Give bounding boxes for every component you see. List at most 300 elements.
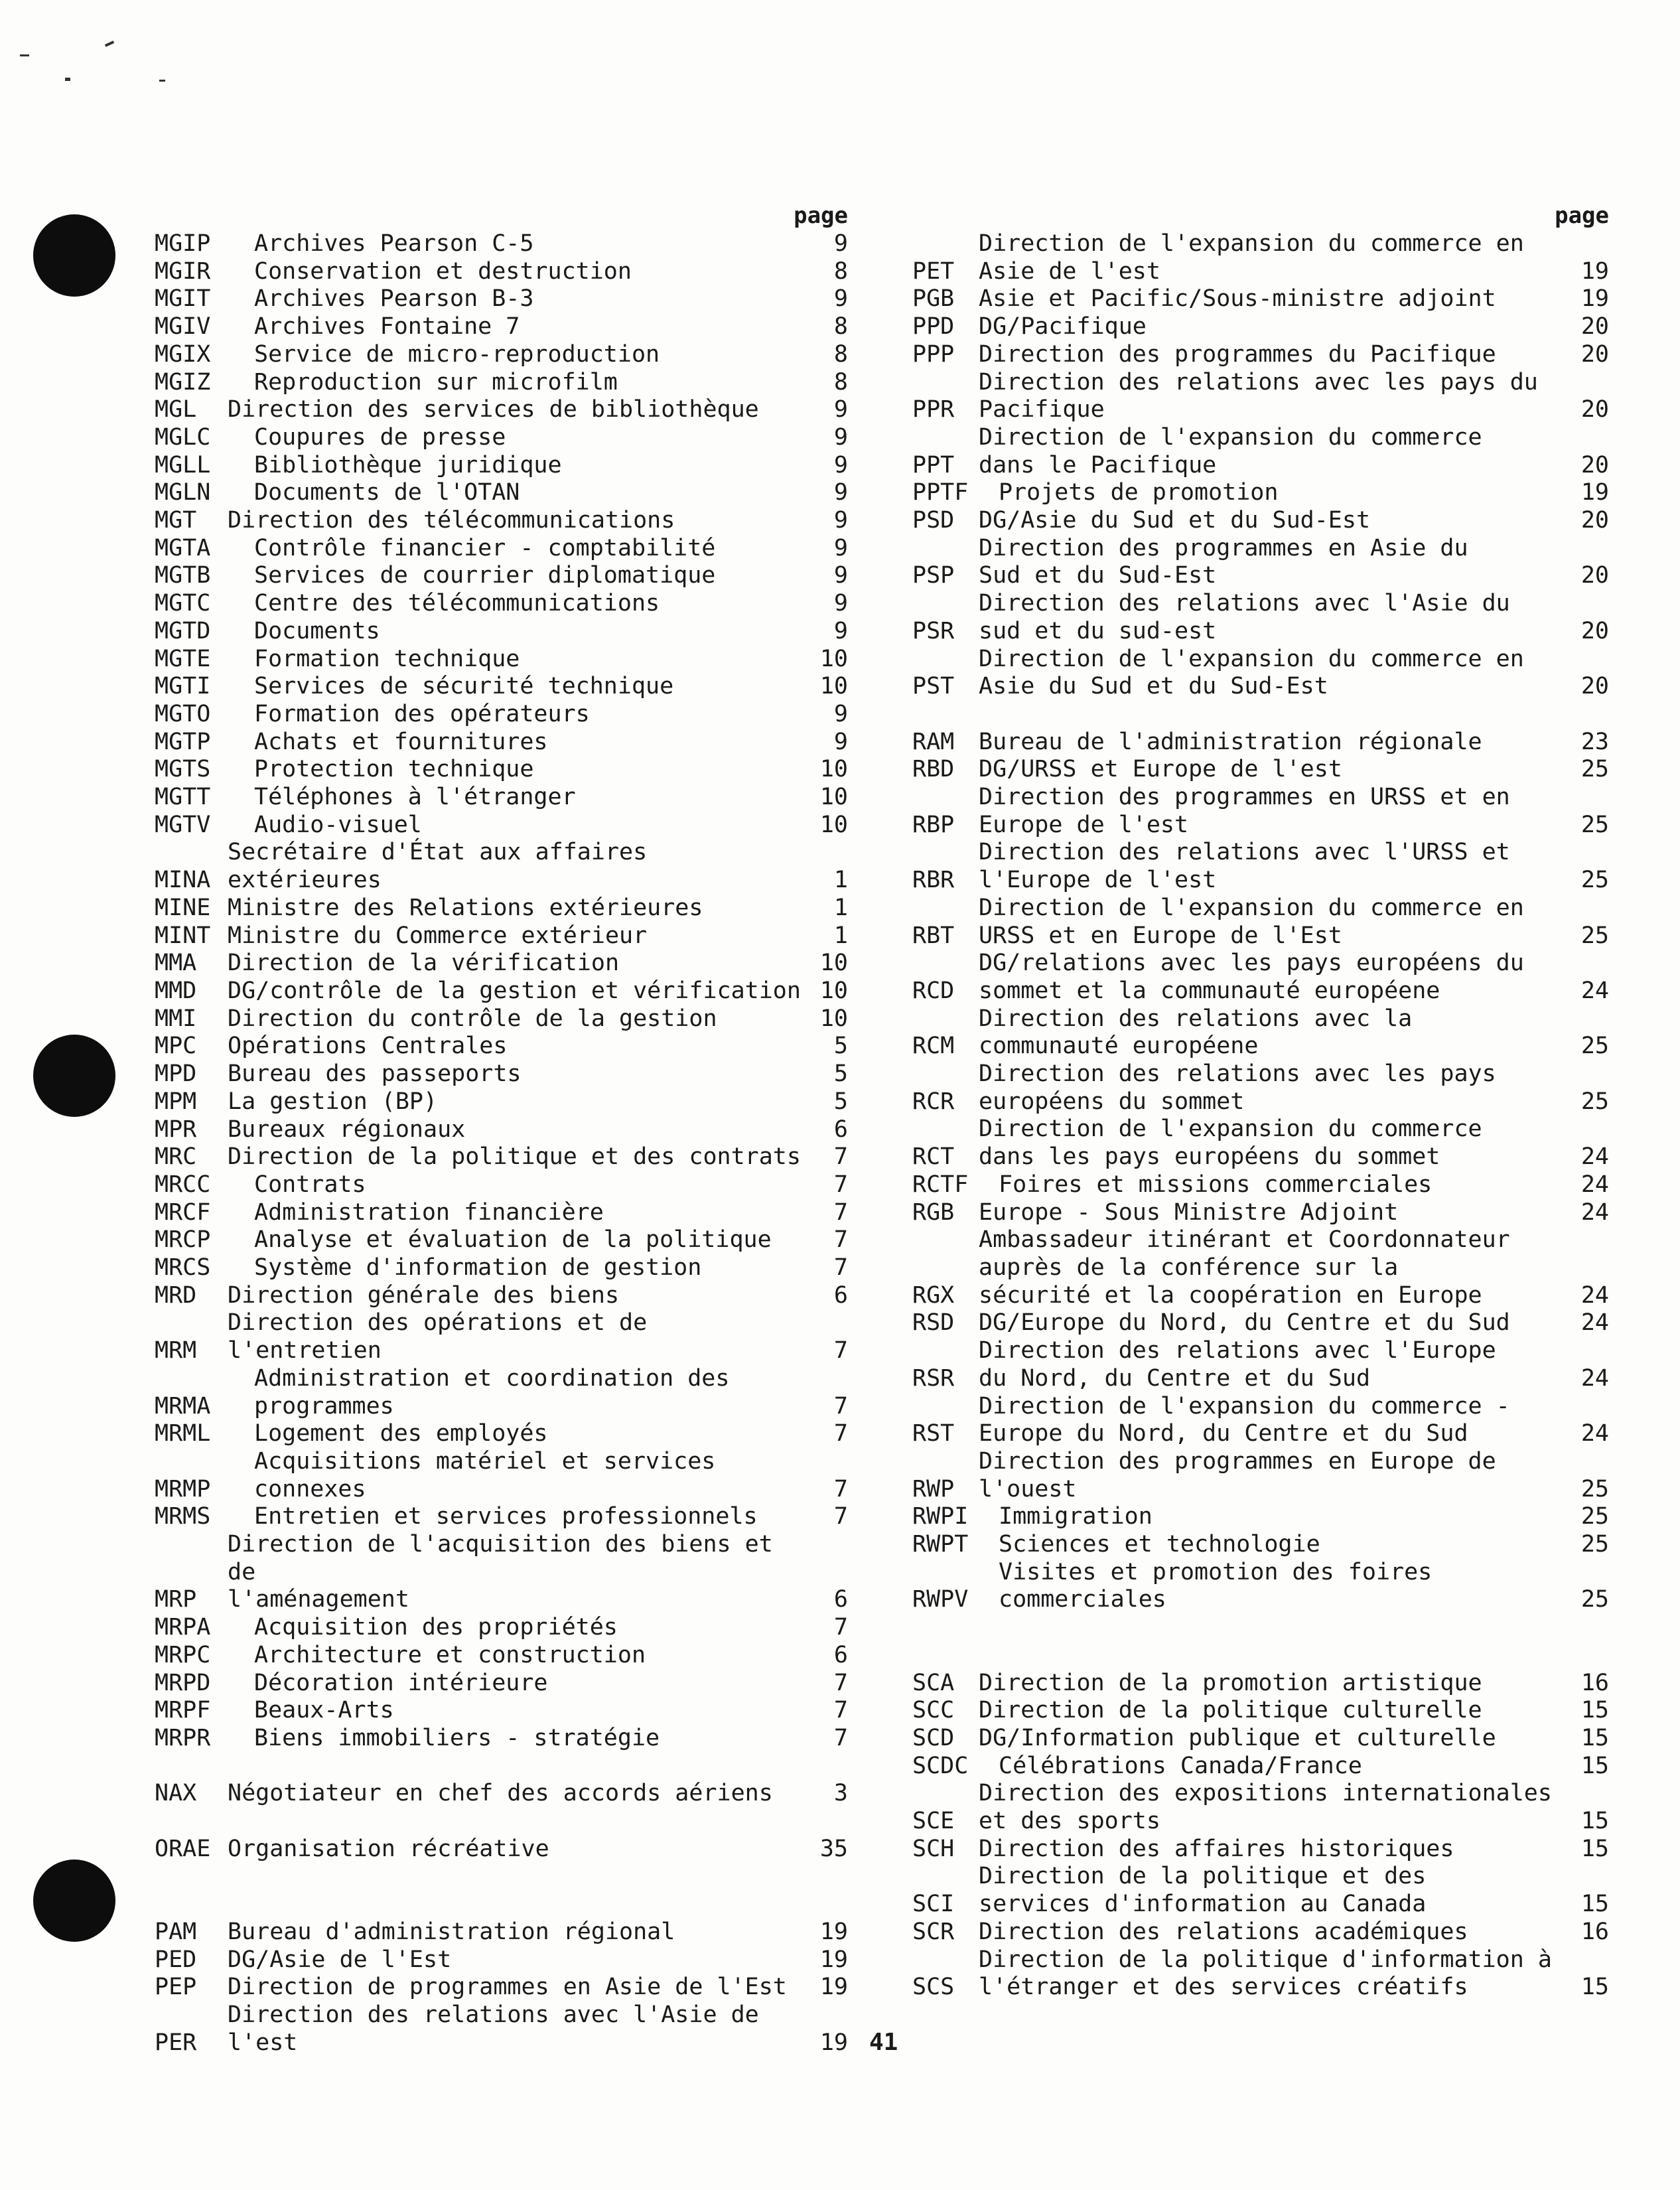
entry-description: Direction de la politique d'information à l'étranger et des services créatifs [979, 1946, 1552, 2001]
scan-speck [20, 54, 29, 56]
entry-code: MGLL [155, 451, 211, 478]
entry-description: Ministre des Relations extérieures [228, 894, 703, 921]
index-entry [155, 1199, 848, 1227]
entry-code: MINT [155, 922, 211, 949]
entry-code: NAX [155, 1780, 197, 1807]
entry-code: RST [912, 1420, 955, 1447]
index-entry [155, 479, 848, 507]
entry-description: Direction des programmes du Pacifique [979, 340, 1496, 368]
entry-code: MGIP [155, 230, 211, 257]
entry-description: Direction de programmes en Asie de l'Est [228, 1974, 787, 2001]
entry-page-number: 8 [833, 340, 848, 368]
index-entry [155, 369, 848, 397]
entry-description: DG/Asie de l'Est [228, 1946, 452, 1973]
entry-code: RWPT [912, 1531, 969, 1558]
entry-description: Direction de la promotion artistique [979, 1669, 1482, 1696]
entry-page-number: 1 [833, 894, 848, 921]
index-entry [912, 1393, 1609, 1448]
index-entry [155, 922, 848, 950]
punch-hole-bottom [33, 1860, 115, 1942]
entry-code: MRCP [155, 1226, 211, 1254]
section-gap [155, 1753, 848, 1781]
entry-page-number: 19 [1580, 257, 1609, 285]
index-entry [912, 424, 1609, 479]
entry-page-number: 9 [833, 590, 848, 617]
entry-code: SCD [912, 1724, 955, 1751]
entry-code: MGTB [155, 562, 211, 589]
entry-code: PER [155, 2029, 197, 2056]
index-entry [155, 646, 848, 674]
entry-code: MRM [155, 1337, 197, 1364]
entry-code: MMD [155, 977, 197, 1004]
entry-code: MRD [155, 1281, 197, 1309]
entry-description: Services de sécurité technique [254, 673, 674, 700]
index-entry [912, 479, 1609, 507]
entry-code: MRPF [155, 1697, 211, 1724]
entry-code: MGL [155, 396, 197, 423]
entry-code: SCE [912, 1808, 955, 1835]
entry-code: RBD [912, 756, 955, 783]
entry-description: Direction des relations avec les pays européens du sommet [979, 1060, 1496, 1115]
entry-description: Contrôle financier - comptabilité [254, 534, 716, 561]
index-entry [912, 1919, 1609, 1946]
entry-description: Direction de l'acquisition des biens et de l'aménagement [228, 1531, 773, 1613]
entry-description: Direction des télécommunications [228, 507, 675, 534]
entry-page-number: 20 [1580, 340, 1609, 368]
index-entry [155, 950, 848, 978]
index-entry [912, 756, 1609, 784]
entry-code: MGTE [155, 645, 211, 672]
entry-code: PEP [155, 1974, 197, 2001]
punch-hole-top [33, 214, 115, 297]
section-gap [912, 1642, 1609, 1670]
entry-page-number: 20 [1580, 673, 1609, 700]
entry-description: Contrats [254, 1171, 366, 1198]
index-entry [155, 1365, 848, 1420]
entry-description: Secrétaire d'État aux affaires extérieures [228, 839, 648, 894]
entry-code: MGLN [155, 479, 211, 506]
index-entry [912, 341, 1609, 369]
index-entry [912, 590, 1609, 645]
entry-page-number: 20 [1580, 313, 1609, 340]
index-entry [155, 230, 848, 258]
index-entry [155, 1642, 848, 1670]
section-gap [155, 1863, 848, 1891]
entry-code: SCDC [912, 1752, 969, 1779]
entry-page-number: 7 [833, 1503, 848, 1530]
entry-description: Bibliothèque juridique [254, 451, 562, 478]
entry-page-number: 20 [1580, 507, 1609, 534]
index-entry [912, 1060, 1609, 1116]
scan-speck [105, 40, 114, 47]
entry-code: RGB [912, 1199, 955, 1226]
entry-page-number: 7 [833, 1143, 848, 1171]
index-entry [155, 1974, 848, 2002]
entry-description: Entretien et services professionnels [254, 1503, 758, 1530]
entry-page-number: 24 [1580, 977, 1609, 1004]
entry-description: Direction de la politique et des contrats [228, 1143, 801, 1171]
index-entry [155, 1836, 848, 1863]
index-entry [155, 1919, 848, 1946]
entry-page-number: 19 [819, 1946, 848, 1973]
entry-page-number: 15 [1580, 1697, 1609, 1724]
index-entry [912, 1503, 1609, 1531]
entry-code: MRC [155, 1143, 197, 1171]
index-entry [912, 839, 1609, 894]
entry-code: PAM [155, 1918, 197, 1945]
entry-code: MGIR [155, 257, 211, 285]
entry-code: MGTP [155, 728, 211, 755]
entry-page-number: 15 [1580, 1808, 1609, 1835]
entry-description: Documents de l'OTAN [254, 479, 520, 506]
entry-code: MPM [155, 1088, 197, 1115]
entry-code: RWPV [912, 1586, 969, 1613]
index-entry [155, 839, 848, 894]
entry-code: SCA [912, 1669, 955, 1696]
entry-code: PPT [912, 451, 955, 478]
index-entry [155, 1060, 848, 1088]
entry-code: MGTT [155, 784, 211, 811]
entry-page-number: 25 [1580, 1033, 1609, 1060]
entry-page-number: 8 [833, 313, 848, 340]
entry-description: Direction des programmes en URSS et en Europe de l'est [979, 784, 1510, 838]
entry-page-number: 25 [1580, 1531, 1609, 1558]
section-gap [155, 1891, 848, 1919]
index-entry [912, 729, 1609, 757]
index-entry [912, 1171, 1609, 1199]
index-entry [912, 1309, 1609, 1337]
entry-page-number: 15 [1580, 1891, 1609, 1918]
entry-description: Audio-visuel [254, 811, 422, 838]
entry-description: Coupures de presse [254, 423, 506, 451]
index-entry [155, 1725, 848, 1753]
entry-page-number: 25 [1580, 756, 1609, 783]
entry-page-number: 9 [833, 534, 848, 561]
index-entry [155, 452, 848, 480]
entry-code: MPC [155, 1033, 197, 1060]
index-entry [155, 1448, 848, 1503]
entry-page-number: 25 [1580, 811, 1609, 838]
entry-page-number: 5 [833, 1088, 848, 1115]
entry-code: MRP [155, 1586, 197, 1613]
entry-description: DG/contrôle de la gestion et vérification [228, 977, 801, 1004]
index-entry [155, 729, 848, 757]
entry-description: Direction des affaires historiques [979, 1835, 1454, 1862]
entry-page-number: 25 [1580, 922, 1609, 949]
index-entry [912, 1005, 1609, 1060]
entry-description: Architecture et construction [254, 1641, 646, 1668]
entry-page-number: 7 [833, 1614, 848, 1641]
entry-description: Documents [254, 617, 380, 644]
entry-description: Achats et fournitures [254, 728, 548, 755]
entry-code: MGTS [155, 756, 211, 783]
entry-code: RBR [912, 867, 955, 894]
entry-description: Bureau d'administration régional [228, 1918, 675, 1945]
entry-description: Ministre du Commerce extérieur [228, 922, 648, 949]
index-entry [912, 285, 1609, 313]
index-entry [912, 1863, 1609, 1918]
entry-code: RBP [912, 811, 955, 838]
entry-page-number: 25 [1580, 1475, 1609, 1502]
entry-code: MPR [155, 1116, 197, 1143]
entry-code: MGTD [155, 617, 211, 644]
entry-page-number: 7 [833, 1226, 848, 1254]
index-entry [155, 396, 848, 424]
entry-page-number: 35 [819, 1835, 848, 1862]
entry-page-number: 9 [833, 451, 848, 478]
index-entry [155, 1033, 848, 1060]
index-entry [912, 1531, 1609, 1559]
page-number: 41 [869, 2029, 898, 2056]
entry-description: Centre des télécommunications [254, 590, 660, 617]
index-entry [155, 1088, 848, 1116]
entry-description: La gestion (BP) [228, 1088, 438, 1115]
entry-page-number: 24 [1580, 1309, 1609, 1337]
index-entry [912, 1448, 1609, 1503]
entry-code: RCM [912, 1033, 955, 1060]
entry-page-number: 20 [1580, 451, 1609, 478]
index-entry [155, 2002, 848, 2057]
entry-description: Téléphones à l'étranger [254, 784, 576, 811]
entry-description: Biens immobiliers - stratégie [254, 1724, 660, 1751]
entry-code: MGLC [155, 423, 211, 451]
entry-code: MRPC [155, 1641, 211, 1668]
entry-description: DG/Europe du Nord, du Centre et du Sud [979, 1309, 1510, 1337]
entry-description: Direction des relations avec l'URSS et l'Europe de l'est [979, 839, 1510, 894]
entry-description: Bureau de l'administration régionale [979, 728, 1482, 755]
entry-description: Direction des relations avec l'Europe du Nord, du Centre et du Sud [979, 1337, 1496, 1392]
index-entry [912, 313, 1609, 341]
entry-page-number: 10 [819, 977, 848, 1004]
entry-code: MRCS [155, 1254, 211, 1281]
index-entry [155, 313, 848, 341]
entry-page-number: 8 [833, 257, 848, 285]
entry-page-number: 16 [1580, 1669, 1609, 1696]
entry-page-number: 6 [833, 1116, 848, 1143]
entry-page-number: 7 [833, 1199, 848, 1226]
index-entry [155, 784, 848, 812]
entry-description: Beaux-Arts [254, 1697, 394, 1724]
entry-description: Direction des relations académiques [979, 1918, 1468, 1945]
entry-code: MRML [155, 1420, 211, 1447]
entry-description: Administration et coordination des programmes [254, 1364, 730, 1420]
entry-code: MGIX [155, 340, 211, 368]
entry-code: MRPD [155, 1669, 211, 1696]
entry-description: Bureau des passeports [228, 1060, 522, 1088]
index-entry [912, 369, 1609, 424]
entry-page-number: 8 [833, 368, 848, 396]
entry-description: DG/Asie du Sud et du Sud-Est [979, 507, 1371, 534]
entry-page-number: 7 [833, 1171, 848, 1198]
entry-description: Direction des programmes en Asie du Sud et du Sud-Est [979, 534, 1468, 589]
entry-page-number: 1 [833, 867, 848, 894]
entry-page-number: 9 [833, 230, 848, 257]
index-entry [912, 895, 1609, 950]
entry-code: MRPA [155, 1614, 211, 1641]
entry-list [155, 230, 848, 2057]
entry-page-number: 5 [833, 1060, 848, 1088]
entry-page-number: 15 [1580, 1835, 1609, 1862]
entry-description: Ambassadeur itinérant et Coordonnateur auprès de la conférence sur la sécurité et la coopération en Europe [979, 1226, 1510, 1309]
entry-page-number: 7 [833, 1697, 848, 1724]
entry-code: MGIZ [155, 368, 211, 396]
index-entry [912, 1337, 1609, 1392]
index-entry [912, 1836, 1609, 1863]
entry-code: MGT [155, 507, 197, 534]
entry-code: PED [155, 1946, 197, 1973]
entry-code: MGTC [155, 590, 211, 617]
index-entry [912, 1116, 1609, 1171]
entry-description: Direction des services de bibliothèque [228, 396, 759, 423]
entry-code: PPR [912, 396, 955, 423]
entry-code: RWPI [912, 1503, 969, 1530]
entry-description: Projets de promotion [999, 479, 1279, 506]
entry-description: Immigration [999, 1503, 1153, 1530]
entry-page-number: 9 [833, 562, 848, 589]
punch-hole-middle [33, 1035, 115, 1117]
entry-page-number: 6 [833, 1586, 848, 1613]
index-entry [155, 1614, 848, 1642]
entry-description: Direction de la vérification [228, 950, 620, 977]
entry-page-number: 24 [1580, 1171, 1609, 1198]
entry-page-number: 7 [833, 1420, 848, 1447]
entry-description: Analyse et évaluation de la politique [254, 1226, 772, 1254]
entry-description: Logement des employés [254, 1420, 548, 1447]
entry-description: Direction de l'expansion du commerce dans les pays européens du sommet [979, 1116, 1482, 1171]
entry-description: Direction des relations avec l'Asie du sud et du sud-est [979, 590, 1510, 644]
entry-description: Service de micro-reproduction [254, 340, 660, 368]
entry-code: PPD [912, 313, 955, 340]
entry-code: RBT [912, 922, 955, 949]
entry-description: Direction des relations avec la communauté européene [979, 1005, 1413, 1060]
index-entry [155, 1531, 848, 1614]
entry-description: Direction des relations avec les pays du Pacifique [979, 368, 1538, 423]
index-entry [912, 1753, 1609, 1781]
entry-code: RSD [912, 1309, 955, 1337]
entry-page-number: 9 [833, 700, 848, 727]
entry-page-number: 10 [819, 811, 848, 838]
entry-page-number: 1 [833, 922, 848, 949]
entry-page-number: 25 [1580, 1503, 1609, 1530]
index-entry [155, 1697, 848, 1725]
index-entry [912, 1559, 1609, 1614]
index-entry [155, 1670, 848, 1698]
entry-page-number: 9 [833, 507, 848, 534]
entry-code: SCS [912, 1974, 955, 2001]
entry-description: Direction des opérations et de l'entretien [228, 1309, 662, 1364]
entry-code: RAM [912, 728, 955, 755]
entry-code: RSR [912, 1364, 955, 1392]
index-entry [912, 507, 1609, 535]
entry-description: Foires et missions commerciales [999, 1171, 1433, 1198]
entry-page-number: 10 [819, 950, 848, 977]
entry-description: Archives Pearson B-3 [254, 285, 534, 313]
entry-page-number: 19 [819, 2029, 848, 2056]
index-entry [155, 756, 848, 784]
index-entry [912, 1226, 1609, 1309]
entry-description: Célébrations Canada/France [999, 1752, 1362, 1779]
entry-page-number: 7 [833, 1337, 848, 1364]
entry-page-number: 7 [833, 1254, 848, 1281]
entry-page-number: 9 [833, 617, 848, 644]
index-entry [155, 1143, 848, 1171]
entry-description: Direction de la politique et des services d'information au Canada [979, 1863, 1427, 1918]
entry-page-number: 15 [1580, 1724, 1609, 1751]
section-gap [912, 1614, 1609, 1642]
entry-code: MRPR [155, 1724, 211, 1751]
entry-code: RWP [912, 1475, 955, 1502]
entry-page-number: 20 [1580, 396, 1609, 423]
entry-description: Direction de l'expansion du commerce dans le Pacifique [979, 423, 1482, 478]
index-entry [155, 812, 848, 840]
page-column-heading: page [1555, 202, 1609, 229]
entry-description: Direction du contrôle de la gestion [228, 1005, 717, 1032]
entry-code: SCI [912, 1891, 955, 1918]
entry-code: SCH [912, 1835, 955, 1862]
index-entry [155, 341, 848, 369]
entry-page-number: 7 [833, 1475, 848, 1502]
index-entry [155, 1780, 848, 1808]
index-entry [912, 1670, 1609, 1698]
index-entry [155, 673, 848, 701]
index-entry [155, 1226, 848, 1254]
entry-description: Formation technique [254, 645, 520, 672]
index-entry [155, 507, 848, 535]
entry-code: PSR [912, 617, 955, 644]
entry-page-number: 10 [819, 784, 848, 811]
entry-page-number: 9 [833, 479, 848, 506]
index-entry [912, 230, 1609, 285]
entry-description: Protection technique [254, 756, 534, 783]
index-entry [155, 1282, 848, 1310]
entry-code: MRMS [155, 1503, 211, 1530]
entry-description: Direction de l'expansion du commerce en URSS et en Europe de l'Est [979, 894, 1524, 949]
index-entry [155, 562, 848, 590]
entry-page-number: 15 [1580, 1752, 1609, 1779]
entry-description: Direction de l'expansion du commerce - Europe du Nord, du Centre et du Sud [979, 1392, 1510, 1447]
page-column-heading: page [794, 202, 848, 229]
entry-code: SCR [912, 1918, 955, 1945]
entry-description: Europe - Sous Ministre Adjoint [979, 1199, 1399, 1226]
index-entry [155, 1254, 848, 1282]
entry-page-number: 24 [1580, 1420, 1609, 1447]
entry-description: Acquisitions matériel et services connexes [254, 1447, 716, 1502]
entry-page-number: 10 [819, 756, 848, 783]
entry-description: Direction de l'expansion du commerce en Asie du Sud et du Sud-Est [979, 645, 1524, 700]
entry-description: DG/relations avec les pays européens du sommet et la communauté européene [979, 950, 1524, 1004]
entry-description: Visites et promotion des foires commerciales [999, 1558, 1433, 1613]
entry-page-number: 9 [833, 396, 848, 423]
entry-page-number: 9 [833, 285, 848, 313]
entry-code: RGX [912, 1281, 955, 1309]
entry-code: PET [912, 257, 955, 285]
entry-description: Archives Fontaine 7 [254, 313, 520, 340]
entry-code: SCC [912, 1697, 955, 1724]
entry-code: MRMA [155, 1392, 211, 1420]
index-entry [912, 950, 1609, 1005]
entry-description: Système d'information de gestion [254, 1254, 702, 1281]
entry-page-number: 24 [1580, 1143, 1609, 1171]
entry-description: Asie et Pacific/Sous-ministre adjoint [979, 285, 1496, 313]
index-entry [912, 1199, 1609, 1227]
index-entry [155, 1420, 848, 1448]
index-entry [155, 1946, 848, 1974]
index-entry [155, 1309, 848, 1364]
entry-description: Services de courrier diplomatique [254, 562, 716, 589]
entry-description: DG/Pacifique [979, 313, 1147, 340]
index-entry [912, 646, 1609, 701]
index-entry [155, 1503, 848, 1531]
